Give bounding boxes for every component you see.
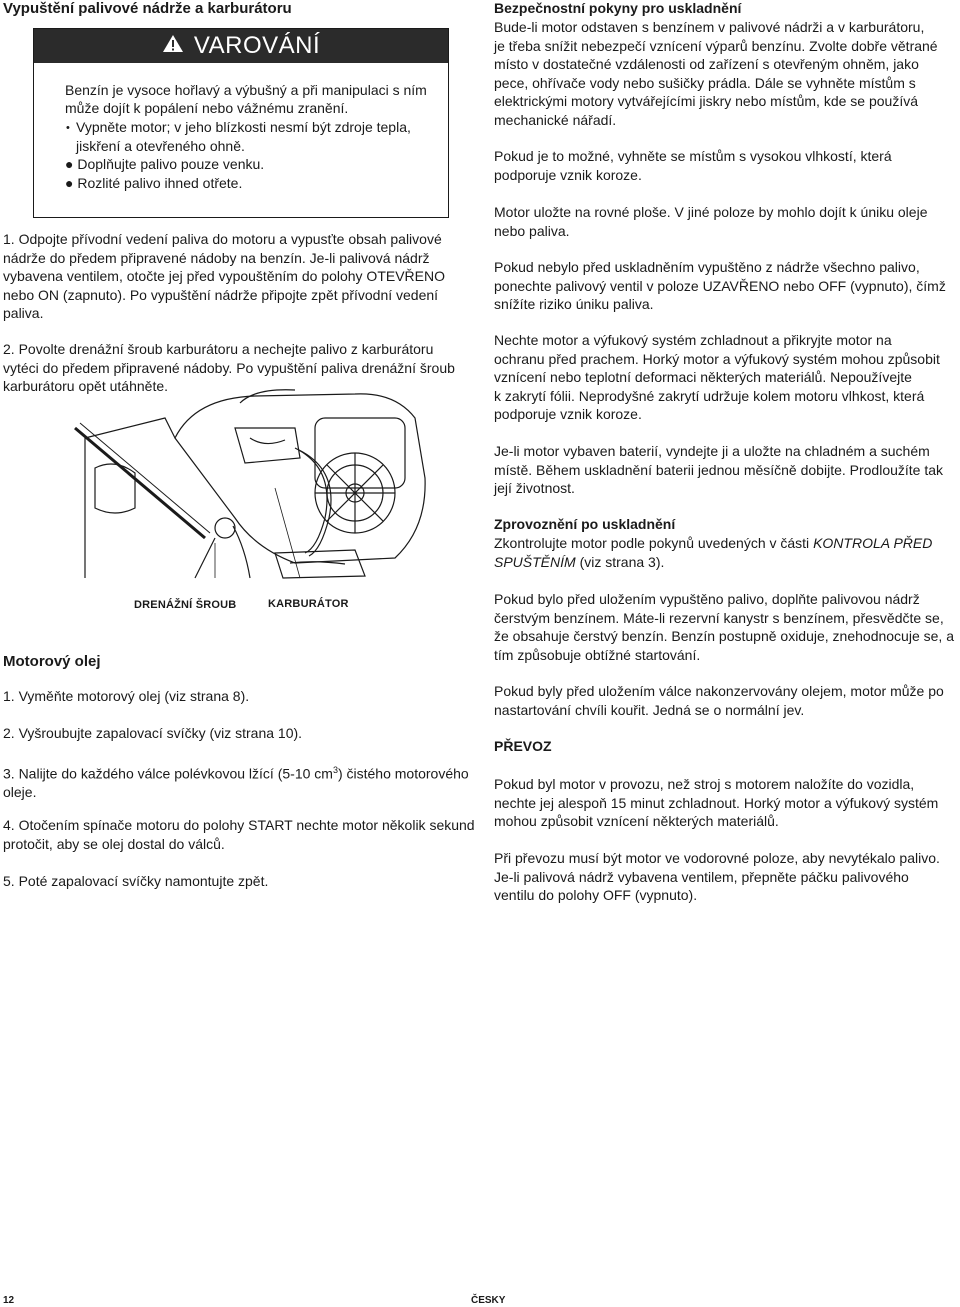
text-line: elektrickými motory vytvářejícími jiskry nebo místům, kde se používá xyxy=(494,93,919,110)
text-line: Motor uložte na rovné ploše. V jiné poloze by mohlo dojít k úniku oleje xyxy=(494,204,928,220)
text-span: 3. Nalijte do každého válce polévkovou lžící (5-10 cm xyxy=(3,765,333,782)
text-line: Pokud nebylo před uskladněním vypuštěno z nádrže všechno palivo, xyxy=(494,259,920,275)
restart-paragraph-smoke xyxy=(494,682,960,719)
text-line: ochranu před prachem. Horký motor a výfukový systém mohou způsobit xyxy=(494,350,940,367)
text-line: místo v dostatečné vzdálenosti od zařízení s otevřeným ohněm, jako xyxy=(494,56,919,73)
text-line: že obsahuje čerstvý benzín. Benzín postupně oxiduje, znehodnocuje se, a xyxy=(494,628,954,645)
restart-line1 xyxy=(494,534,960,553)
superscript: 3 xyxy=(332,765,338,775)
warning-bullet-1 xyxy=(65,118,445,155)
text-line: Nechte motor a výfukový systém zchladnout a přikryjte motor na xyxy=(494,332,892,348)
restart-title: Zprovoznění po uskladnění xyxy=(494,516,676,532)
warning-bullet-3 xyxy=(65,174,242,193)
warning-header xyxy=(34,29,448,63)
warning-bullet-1-line1: Vypněte motor; v jeho blízkosti nesmí být zdroje tepla, xyxy=(76,119,411,135)
text-line: Pokud bylo před uložením vypuštěno palivo, doplňte palivovou nádrž xyxy=(494,591,920,607)
text-line: vybavena ventilem, otočte jej před vypouštěním do polohy OTEVŘENO xyxy=(3,268,445,285)
text-line: protočit, aby se olej dostal do válců. xyxy=(3,835,225,852)
text-line: místě. Během uskladnění baterii jednou měsíčně dobijte. Prodloužíte tak xyxy=(494,461,944,478)
warning-intro-2: může dojít k popálení nebo vážnému zranění. xyxy=(65,100,349,116)
text-line: 2. Povolte drenážní šroub karburátoru a nechejte palivo z karburátoru xyxy=(3,341,434,357)
transport-paragraph-1 xyxy=(494,775,960,831)
text-line: nádrže do předem připravené nádoby na benzín. Je-li palivová nádrž xyxy=(3,249,430,266)
label-drain-screw: DRENÁŽNÍ ŠROUB xyxy=(134,599,237,611)
transport-paragraph-2 xyxy=(494,849,960,905)
text-line: Pokud byly před uložením válce nakonzervovány olejem, motor může po xyxy=(494,683,944,699)
warning-box xyxy=(33,28,449,218)
oil-step-5: 5. Poté zapalovací svíčky namontujte zpět. xyxy=(3,873,269,889)
restart-paragraph xyxy=(494,534,960,571)
warning-bullet-3-text: Rozlité palivo ihned otřete. xyxy=(77,175,243,191)
storage-paragraph-3 xyxy=(494,203,960,240)
text-line: nebo ON (zapnuto). Po vypuštění nádrže připojte zpět přívodní vedení xyxy=(3,286,439,303)
section-reference: KONTROLA PŘED xyxy=(813,535,933,551)
text-line: paliva. xyxy=(3,305,44,322)
restart-paragraph-fuel xyxy=(494,590,960,664)
text-line: vytéci do předem připravené nádoby. Po vypuštění paliva drenážní šroub xyxy=(3,359,455,376)
text-span: Zkontrolujte motor podle pokynů uvedených v části xyxy=(494,535,814,551)
text-line: Bude-li motor odstaven s benzínem v palivové nádrži a v karburátoru, xyxy=(494,19,925,35)
footer-language: ČESKY xyxy=(471,1295,506,1306)
text-line: Je-li motor vybaven baterií, vyndejte ji a uložte na chladném a suchém xyxy=(494,443,930,459)
text-line: 4. Otočením spínače motoru do polohy START nechte motor několik sekund xyxy=(3,817,475,833)
bullet-icon: ● xyxy=(65,175,74,191)
text-line: oleje. xyxy=(3,784,37,801)
storage-title: Bezpečnostní pokyny pro uskladnění xyxy=(494,0,742,16)
restart-line2 xyxy=(494,553,960,572)
warning-title: VAROVÁNÍ xyxy=(193,32,321,59)
text-line: ponechte palivový ventil v poloze UZAVŘENO nebo OFF (vypnuto), čímž xyxy=(494,277,946,294)
text-line: nechte jej alespoň 15 minut zchladnout. Horký motor a výfukový systém xyxy=(494,794,939,811)
warning-triangle-icon xyxy=(162,32,184,60)
text-line: nastartování chvíli kouřit. Jedná se o normální jev. xyxy=(494,701,805,718)
storage-paragraph-1 xyxy=(494,18,960,130)
text-line: k zakrytí fólii. Neprodyšné zakrytí udržuje kolem motoru vlhkost, která xyxy=(494,387,925,404)
text-line: podporuje vznik koroze. xyxy=(494,406,642,423)
section-title-drain: Vypuštění palivové nádrže a karburátoru xyxy=(3,0,292,17)
text-line: čerstvým benzínem. Máte-li rezervní kanystr s benzínem, přesvědčte se, xyxy=(494,609,944,626)
text-line: podporuje vznik koroze. xyxy=(494,166,642,183)
page-number: 12 xyxy=(3,1295,15,1306)
bullet-small-icon: • xyxy=(66,122,70,134)
warning-bullet-1-line2: jiskření a otevřeného ohně. xyxy=(76,137,245,154)
text-line: Je-li palivová nádrž vybavena ventilem, přepněte páčku palivového xyxy=(494,868,909,885)
warning-bullet-2 xyxy=(65,155,264,174)
label-carburetor: KARBURÁTOR xyxy=(268,598,349,610)
drain-step-1 xyxy=(3,230,473,323)
warning-bullet-2-text: Doplňujte palivo pouze venku. xyxy=(77,156,265,172)
text-line: 1. Odpojte přívodní vedení paliva do motoru a vypusťte obsah palivové xyxy=(3,231,442,247)
text-span: ) čistého motorového xyxy=(337,765,469,782)
storage-paragraph-5 xyxy=(494,331,960,424)
oil-step-1: 1. Vyměňte motorový olej (viz strana 8). xyxy=(3,688,250,704)
text-span: (viz strana 3). xyxy=(575,553,665,570)
section-title-oil: Motorový olej xyxy=(3,653,101,670)
storage-paragraph-2 xyxy=(494,147,960,184)
storage-paragraph-4 xyxy=(494,258,960,314)
text-line: Pokud byl motor v provozu, než stroj s motorem naložíte do vozidla, xyxy=(494,776,915,792)
carburetor-drain-illustration xyxy=(55,378,465,588)
text-line: Pokud je to možné, vyhněte se místům s vysokou vlhkostí, která xyxy=(494,148,892,164)
oil-step-3 xyxy=(3,761,483,802)
text-line: tím způsobuje obtížné startování. xyxy=(494,646,701,663)
text-line: mohou způsobit vznícení některých materiálů. xyxy=(494,813,779,830)
oil-step-3-line1 xyxy=(3,761,483,783)
text-line: Při převozu musí být motor ve vodorovné poloze, aby nevytékalo palivo. xyxy=(494,850,940,866)
text-line: je třeba snížit nebezpečí vznícení výparů benzínu. Zvolte dobře větrané xyxy=(494,37,938,54)
bullet-icon: ● xyxy=(65,156,74,172)
text-line: snížíte riziko úniku paliva. xyxy=(494,296,654,313)
text-line: vznícení nebo teplotní deformaci některých materiálů. Nepoužívejte xyxy=(494,369,912,386)
oil-step-2: 2. Vyšroubujte zapalovací svíčky (viz strana 10). xyxy=(3,725,303,741)
storage-paragraph-6 xyxy=(494,442,960,498)
warning-intro: Benzín je vysoce hořlavý a výbušný a při manipulaci s ním xyxy=(65,82,427,98)
text-line: pece, ohřívače vody nebo sušičky prádla. Dále se vyhněte místům s xyxy=(494,74,916,91)
transport-title: PŘEVOZ xyxy=(494,738,552,754)
oil-step-4 xyxy=(3,816,483,853)
text-line: její životnost. xyxy=(494,480,575,497)
text-line: nebo paliva. xyxy=(494,222,570,239)
text-line: mechanické nářadí. xyxy=(494,111,617,128)
section-reference: SPUŠTĚNÍM xyxy=(494,553,576,570)
text-line: ventilu do polohy OFF (vypnuto). xyxy=(494,887,698,904)
text-line: karburátoru opět utáhněte. xyxy=(3,378,169,395)
